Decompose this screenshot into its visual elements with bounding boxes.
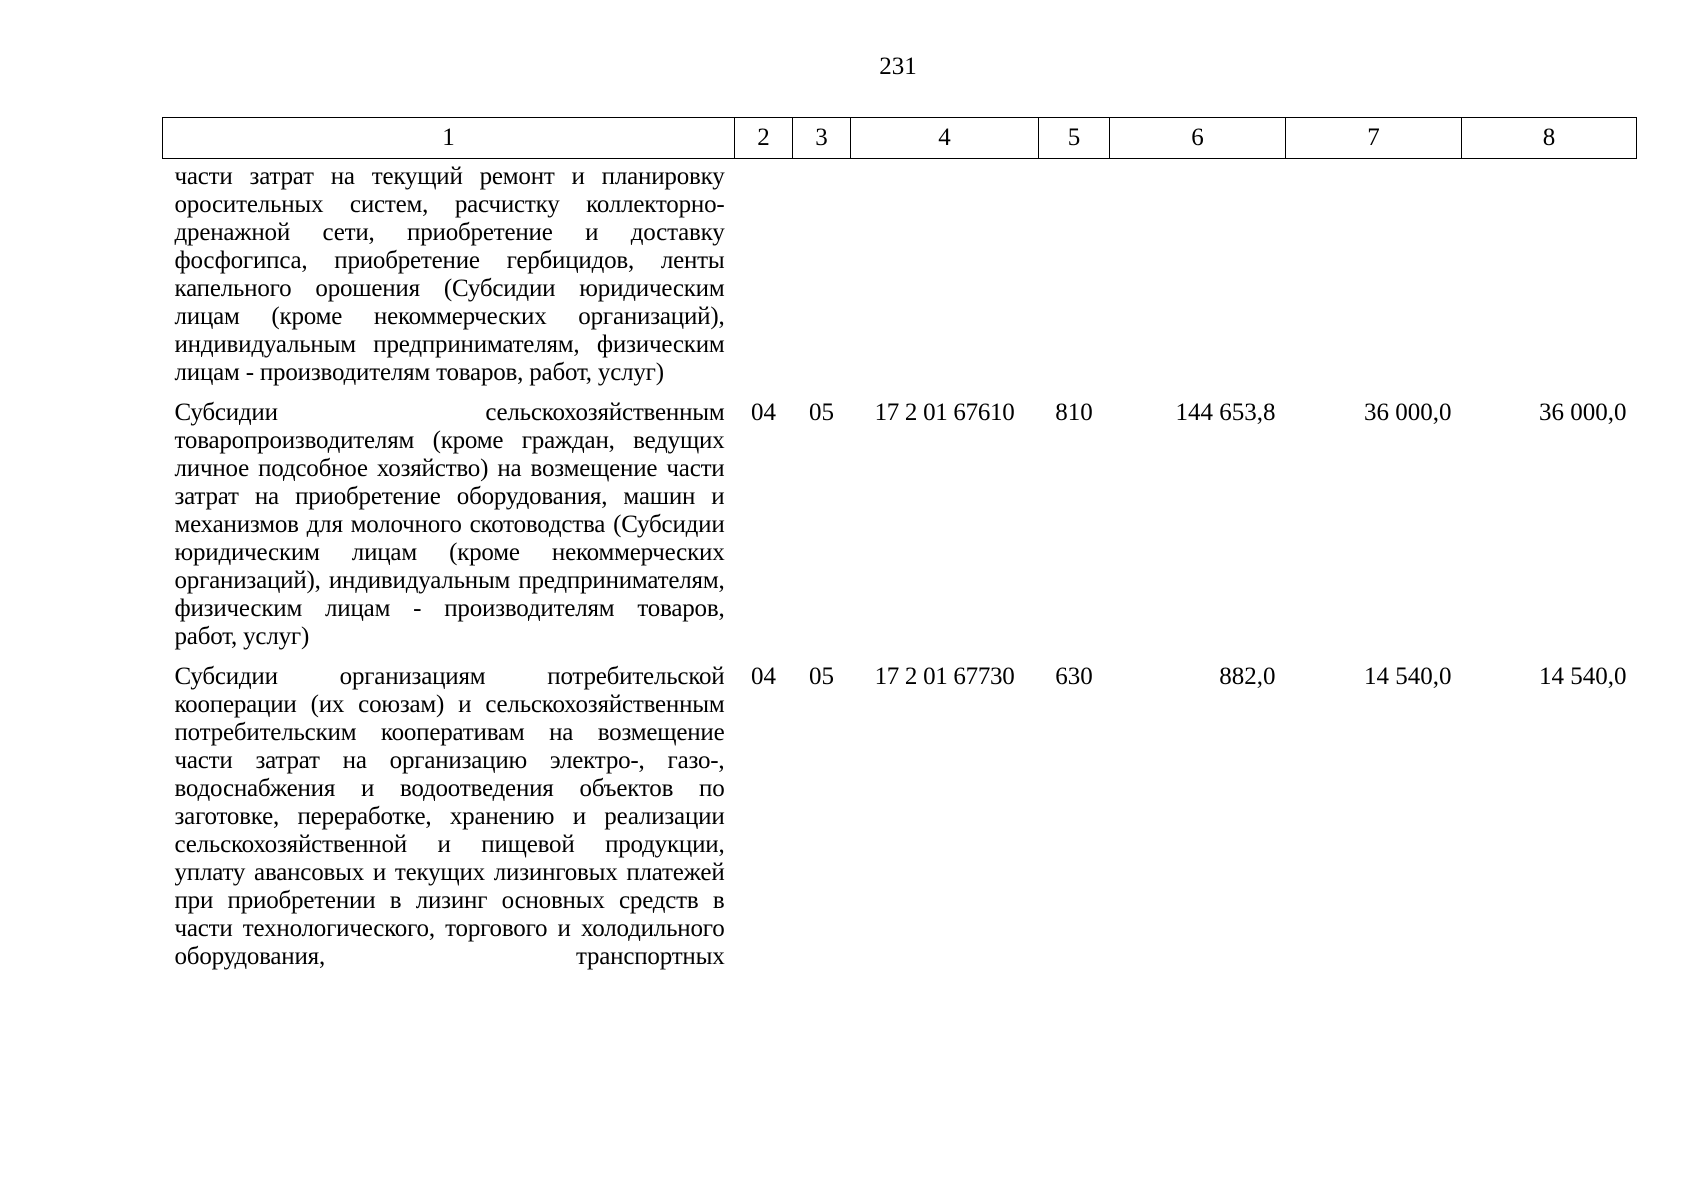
row-amount-1	[1110, 159, 1286, 394]
row-description: Субсидии организациям потребительской кооперации (их союзам) и сельскохозяйственным потребительским кооперативам на возмещение части затрат на организацию электро-, газо-, водоснабжения и водоотведения объектов по заготовке, переработке, хранению и реализации сельскохозяйственной и пищевой продукции, уплату авансовых и текущих лизинговых платежей при приобретении в лизинг основных средств в части технологического, торгового и холодильного оборудования, транспортных	[174, 663, 725, 970]
row-target-article: 17 2 01 67610	[874, 399, 1015, 426]
row-subsection	[793, 159, 851, 394]
header-cell-8: 8	[1462, 118, 1637, 159]
row-description: Субсидии сельскохозяйственным товаропроизводителям (кроме граждан, ведущих личное подсобное хозяйство) на возмещение части затрат на приобретение оборудования, машин и механизмов для молочного скотоводства (Субсидии юридическим лицам (кроме некоммерческих организаций), индивидуальным предпринимателям, физическим лицам - производителям товаров, работ, услуг)	[174, 399, 725, 650]
row-amount-2: 36 000,0	[1364, 399, 1452, 426]
table-header	[163, 118, 1637, 159]
row-target-article	[851, 159, 1039, 394]
header-cell-3: 3	[793, 118, 851, 159]
row-amount-3: 36 000,0	[1539, 399, 1627, 426]
row-expense-type: 810	[1055, 399, 1093, 426]
row-section	[735, 159, 793, 394]
table-row	[163, 657, 1637, 977]
table-row	[163, 159, 1637, 394]
row-section: 04	[751, 663, 776, 690]
header-row	[163, 118, 1637, 159]
row-amount-3	[1462, 159, 1637, 394]
row-amount-3: 14 540,0	[1539, 663, 1627, 690]
table-body	[163, 159, 1637, 978]
budget-table	[162, 117, 1637, 977]
row-amount-1: 882,0	[1219, 663, 1276, 690]
row-expense-type	[1039, 159, 1110, 394]
header-cell-1: 1	[163, 118, 735, 159]
header-cell-6: 6	[1110, 118, 1286, 159]
row-subsection: 05	[809, 399, 834, 426]
row-section: 04	[751, 399, 776, 426]
header-cell-2: 2	[735, 118, 793, 159]
table-row	[163, 393, 1637, 657]
page-number: 231	[879, 53, 917, 80]
header-cell-7: 7	[1286, 118, 1462, 159]
header-cell-5: 5	[1039, 118, 1110, 159]
header-cell-4: 4	[851, 118, 1039, 159]
row-amount-1: 144 653,8	[1175, 399, 1276, 426]
row-description: части затрат на текущий ремонт и планировку оросительных систем, расчистку коллекторно-дренажной сети, приобретение и доставку фосфогипса, приобретение гербицидов, ленты капельного орошения (Субсидии юридическим лицам (кроме некоммерческих организаций), индивидуальным предпринимателям, физическим лицам - производителям товаров, работ, услуг)	[174, 163, 725, 386]
row-target-article: 17 2 01 67730	[874, 663, 1015, 690]
row-amount-2: 14 540,0	[1364, 663, 1452, 690]
row-subsection: 05	[809, 663, 834, 690]
row-amount-2	[1286, 159, 1462, 394]
row-expense-type: 630	[1055, 663, 1093, 690]
